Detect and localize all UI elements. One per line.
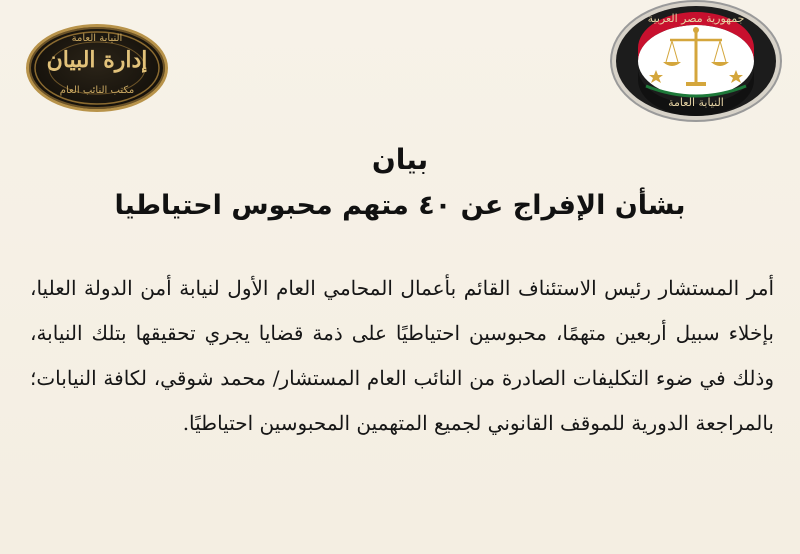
- media-logo-main-text: إدارة البيان: [46, 47, 148, 73]
- seal-bottom-text: النيابة العامة: [668, 96, 724, 109]
- media-logo-bottom-text: مكتب النائب العام: [59, 85, 135, 96]
- statement-heading: بيان: [371, 143, 429, 176]
- statement-body: أمر المستشار رئيس الاستئناف القائم بأعمال المحامي العام الأول لنيابة أمن الدولة العليا، بإخلاء سبيل أربعين متهمًا، محبوسين احتياطيًا على ذمة قضايا يجري تحقيقها بتلك النيابة، وذلك في ضوء التكليفات الصادرة من النائب العام المستشار/ محمد شوقي، لكافة النيابات؛ بالمراجعة الدورية للموقف القانوني لجميع المتهمين المحبوسين احتياطيًا.: [30, 276, 774, 435]
- public-prosecution-seal: [616, 6, 776, 116]
- media-logo-top-text: النيابة العامة: [71, 33, 123, 44]
- seal-top-text: جمهورية مصر العربية: [647, 12, 745, 25]
- media-office-logo: [26, 24, 168, 112]
- statement-subject: بشأن الإفراج عن ٤٠ متهم محبوس احتياطيا: [114, 190, 686, 221]
